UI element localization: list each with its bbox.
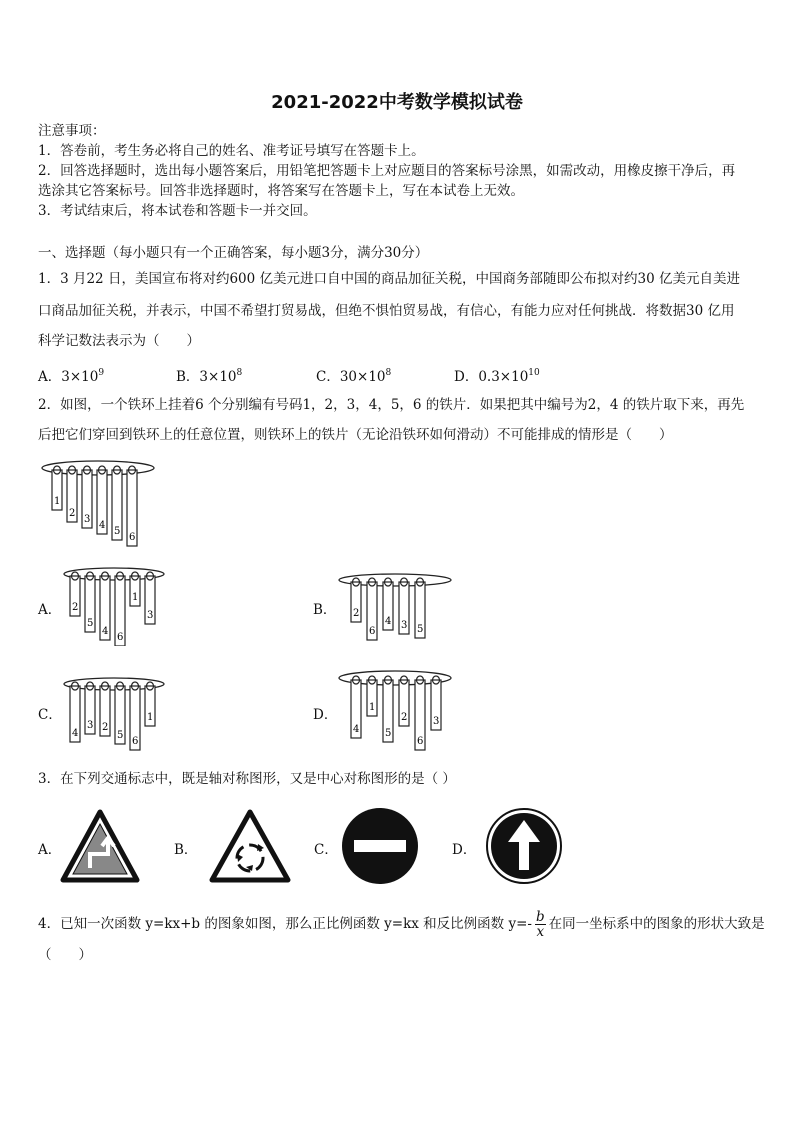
iron-tag (70, 572, 80, 616)
tag-number: 6 (417, 736, 424, 747)
iron-tag (399, 676, 409, 726)
q3-option-b-label: B． (174, 842, 198, 858)
q2-option-c-figure (62, 672, 172, 756)
iron-tag (145, 682, 155, 726)
q2-option-c-tags (70, 682, 155, 750)
tag-number: 2 (353, 608, 360, 619)
notice-item-2-cont: 选涂其它答案标号。回答非选择题时，将答案写在答题卡上，写在本试卷上无效。 (38, 183, 524, 199)
section-heading: 一、选择题（每小题只有一个正确答案，每小题3分，满分30分） (38, 245, 429, 261)
q2-option-d-figure (337, 664, 457, 756)
tag-number: 1 (54, 496, 61, 507)
notice-heading: 注意事项： (38, 123, 106, 139)
iron-tag (415, 578, 425, 638)
tag-number: 6 (132, 736, 139, 747)
iron-tag (115, 572, 125, 646)
q2-option-a-figure (62, 562, 172, 646)
iron-tag (100, 682, 110, 736)
tag-number: 6 (117, 632, 124, 643)
q1-option-c: C．$30\times 10^8$ (316, 368, 392, 385)
tag-number: 3 (84, 514, 91, 525)
iron-tag (52, 466, 62, 510)
q1-option-d: D．$0.3\times 10^{10}$ (454, 368, 540, 385)
iron-tag (367, 676, 377, 716)
q2-line-1: 2．如图，一个铁环上挂着6 个分别编有号码1，2，3，4，5，6 的铁片．如果把其中编号为2，4 的铁片取下来，再先 (38, 397, 745, 413)
iron-tag (367, 578, 377, 640)
q2-main-ring-figure (38, 456, 158, 548)
notice-item-3: 3．考试结束后，将本试卷和答题卡一并交回。 (38, 203, 317, 219)
iron-tag (351, 578, 361, 622)
tag-number: 4 (99, 520, 106, 531)
tag-number: 5 (117, 730, 124, 741)
iron-tag (351, 676, 361, 738)
q2-line-2: 后把它们穿回到铁环上的任意位置，则铁环上的铁片（无论沿铁环如何滑动）不可能排成的情形是（ ） (38, 427, 673, 443)
tag-number: 2 (72, 602, 79, 613)
tag-number: 3 (433, 716, 440, 727)
iron-tag (127, 466, 137, 546)
tag-number: 4 (353, 724, 360, 735)
iron-tag (82, 466, 92, 528)
q3-option-a-label: A． (38, 842, 62, 858)
iron-tag (85, 572, 95, 632)
iron-tag (415, 676, 425, 750)
iron-tag (431, 676, 441, 730)
straight-ahead-icon (484, 806, 564, 886)
notice-item-2: 2．回答选择题时，选出每小题答案后，用铅笔把答题卡上对应题目的答案标号涂黑，如需改动，用橡皮擦干净后，再 (38, 163, 736, 179)
iron-tag (383, 578, 393, 630)
q2-option-a-tags (70, 572, 155, 646)
tag-number: 2 (102, 722, 109, 733)
q3-option-d-label: D． (452, 842, 477, 858)
q2-main-tags (52, 466, 137, 546)
q2-option-d-tags (351, 676, 441, 750)
page-title: 2021-2022中考数学模拟试卷 (271, 92, 523, 113)
q4-line-2: （ ） (38, 947, 92, 963)
q3-option-c-label: C． (314, 842, 338, 858)
iron-tag (67, 466, 77, 522)
double-bend-warning-icon (60, 808, 140, 884)
tag-number: 2 (401, 712, 408, 723)
q1-line-2: 口商品加征关税，并表示，中国不希望打贸易战，但绝不惧怕贸易战，有信心，有能力应对任何挑战．将数据30 亿用 (38, 303, 735, 319)
tag-number: 1 (147, 712, 154, 723)
q1-option-b: B．$3\times 10^8$ (176, 368, 243, 385)
iron-tag (115, 682, 125, 744)
q2-option-b-label: B． (313, 602, 337, 618)
tag-number: 2 (69, 508, 76, 519)
tag-number: 5 (87, 618, 94, 629)
tag-number: 1 (369, 702, 376, 713)
iron-tag (383, 676, 393, 742)
tag-number: 3 (87, 720, 94, 731)
tag-number: 5 (114, 526, 121, 537)
q2-option-d-label: D． (313, 707, 338, 723)
tag-number: 3 (147, 610, 154, 621)
q2-option-c-label: C． (38, 707, 62, 723)
tag-number: 1 (132, 592, 139, 603)
notice-item-1: 1．答卷前，考生务必将自己的姓名、准考证号填写在答题卡上。 (38, 143, 425, 159)
tag-number: 5 (417, 624, 424, 635)
iron-tag (130, 572, 140, 606)
q1-line-1: 1．3 月22 日，美国宣布将对约600 亿美元进口自中国的商品加征关税，中国商务部随即公布拟对约30 亿美元自美进 (38, 271, 740, 287)
iron-tag (85, 682, 95, 734)
roundabout-warning-icon (208, 808, 292, 884)
iron-tag (399, 578, 409, 634)
q3-line: 3．在下列交通标志中，既是轴对称图形，又是中心对称图形的是（ ） (38, 771, 456, 787)
iron-tag (97, 466, 107, 534)
tag-number: 4 (385, 616, 392, 627)
q2-option-b-tags (351, 578, 425, 640)
q2-option-a-label: A． (38, 602, 62, 618)
tag-number: 3 (401, 620, 408, 631)
iron-tag (130, 682, 140, 750)
no-entry-icon (340, 806, 420, 886)
tag-number: 4 (72, 728, 79, 739)
q4-fraction: $\frac{b}{x}$ (535, 909, 545, 940)
iron-tag (70, 682, 80, 742)
q1-option-a: A．$3\times 10^9$ (38, 368, 105, 385)
q2-option-b-figure (337, 568, 457, 644)
q1-line-3: 科学记数法表示为（ ） (38, 333, 200, 349)
tag-number: 4 (102, 626, 109, 637)
tag-number: 6 (369, 626, 376, 637)
q4-line-1: 4．已知一次函数 y=kx+b 的图象如图，那么正比例函数 y=kx 和反比例函数 y=- $\frac{b}{x}$ 在同一坐标系中的图象的形状大致是 (38, 909, 765, 940)
tag-number: 6 (129, 532, 136, 543)
iron-tag (100, 572, 110, 640)
tag-number: 5 (385, 728, 392, 739)
iron-tag (145, 572, 155, 624)
iron-tag (112, 466, 122, 540)
